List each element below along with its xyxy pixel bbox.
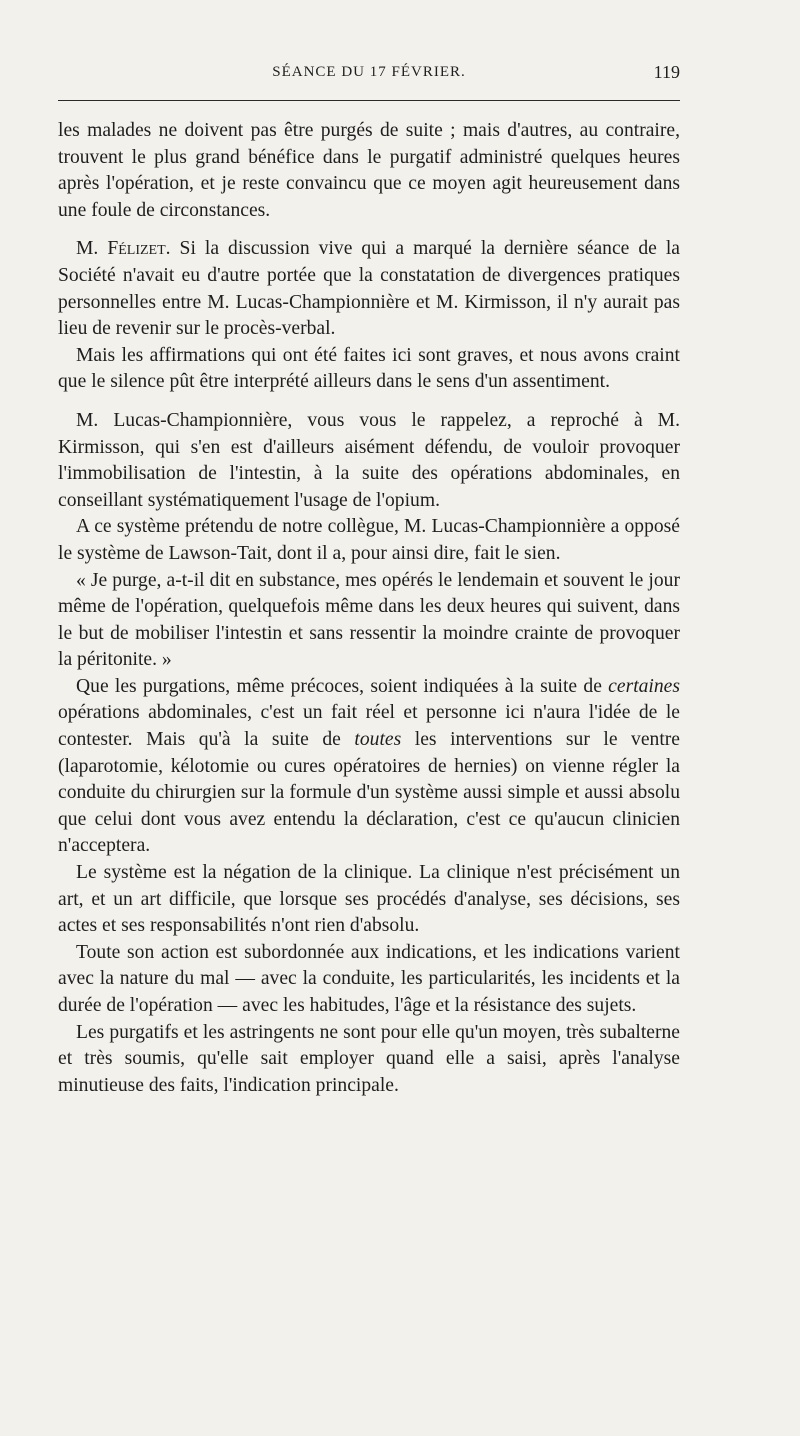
paragraph-2-text: Si la discussion vive qui a marqué la dernière séance de la Société n'avait eu d'autre portée que la constatation de divergences pratiques personnelles entre M. Lucas-Championnière et M. Kirmisson, il n'y aurait pas lieu de revenir sur le procès-verbal. [58,238,680,340]
paragraph-9: Toute son action est subordonnée aux indications, et les indications varient avec la nature du mal — avec la conduite, les particularités, les incidents et la durée de l'opération — avec les habitudes, l'âge et la résistance des sujets. [58,941,680,1016]
emphasis-certaines: certaines [608,675,680,697]
paragraph-7-part-b: opérations abdominales, c'est un fait réel et personne ici n'aura l'idée de le contester. Mais qu'à la suite de [58,702,680,751]
speaker-name: M. Félizet. [76,238,171,260]
paragraph-10: Les purgatifs et les astringents ne sont pour elle qu'un moyen, très subalterne et très soumis, qu'elle sait employer quand elle a saisi, après l'analyse minutieuse des faits, l'indication principale. [58,1021,680,1096]
paragraph-7-part-c: les interventions sur le ventre (laparotomie, kélotomie ou cures opératoires de hernies) on vienne régler la conduite du chirurgien sur la formule d'un système aussi simple et aussi absolu que celui dont vous avez entendu la déclaration, c'est ce qu'aucun clinicien n'acceptera. [58,729,681,857]
body-text [58,118,680,1099]
paragraph-7 [58,674,680,860]
paragraph-8: Le système est la négation de la clinique. La clinique n'est précisément un art, et un art difficile, que lorsque ses procédés d'analyse, ses décisions, ses actes et ses responsabilités n'ont rien d'absolu. [58,862,680,937]
paragraph-4: M. Lucas-Championnière, vous vous le rappelez, a reproché à M. Kirmisson, qui s'en est d'ailleurs aisément défendu, de vouloir provoquer l'immobilisation de l'intestin, à la suite des opérations abdominales, en conseillant systématiquement l'usage de l'opium. [58,409,680,511]
page-number: 119 [653,62,680,82]
paragraph-5: A ce système prétendu de notre collègue, M. Lucas-Championnière a opposé le système de Lawson-Tait, dont il a, pour ainsi dire, fait le sien. [58,516,680,564]
paragraph-2 [58,236,680,342]
paragraph-7-part-a: Que les purgations, même précoces, soient indiquées à la suite de [76,675,602,697]
page-header [58,62,680,90]
paragraph-6: « Je purge, a-t-il dit en substance, mes opérés le lendemain et souvent le jour même de l'opération, quelquefois même dans les deux heures qui suivent, dans le but de mobiliser l'intestin et sans ressentir la moindre crainte de provoquer la péritonite. » [58,569,680,671]
emphasis-toutes: toutes [354,729,402,751]
paragraph-1: les malades ne doivent pas être purgés de suite ; mais d'autres, au contraire, trouvent le plus grand bénéfice dans le purgatif administré quelques heures après l'opération, et je reste convaincu que ce moyen agit heureusement dans une foule de circonstances. [58,120,680,221]
running-title: SÉANCE DU 17 FÉVRIER. [272,64,466,80]
paragraph-3: Mais les affirmations qui ont été faites ici sont graves, et nous avons craint que le silence pût être interprété ailleurs dans le sens d'un assentiment. [58,344,680,393]
header-rule [58,100,680,101]
